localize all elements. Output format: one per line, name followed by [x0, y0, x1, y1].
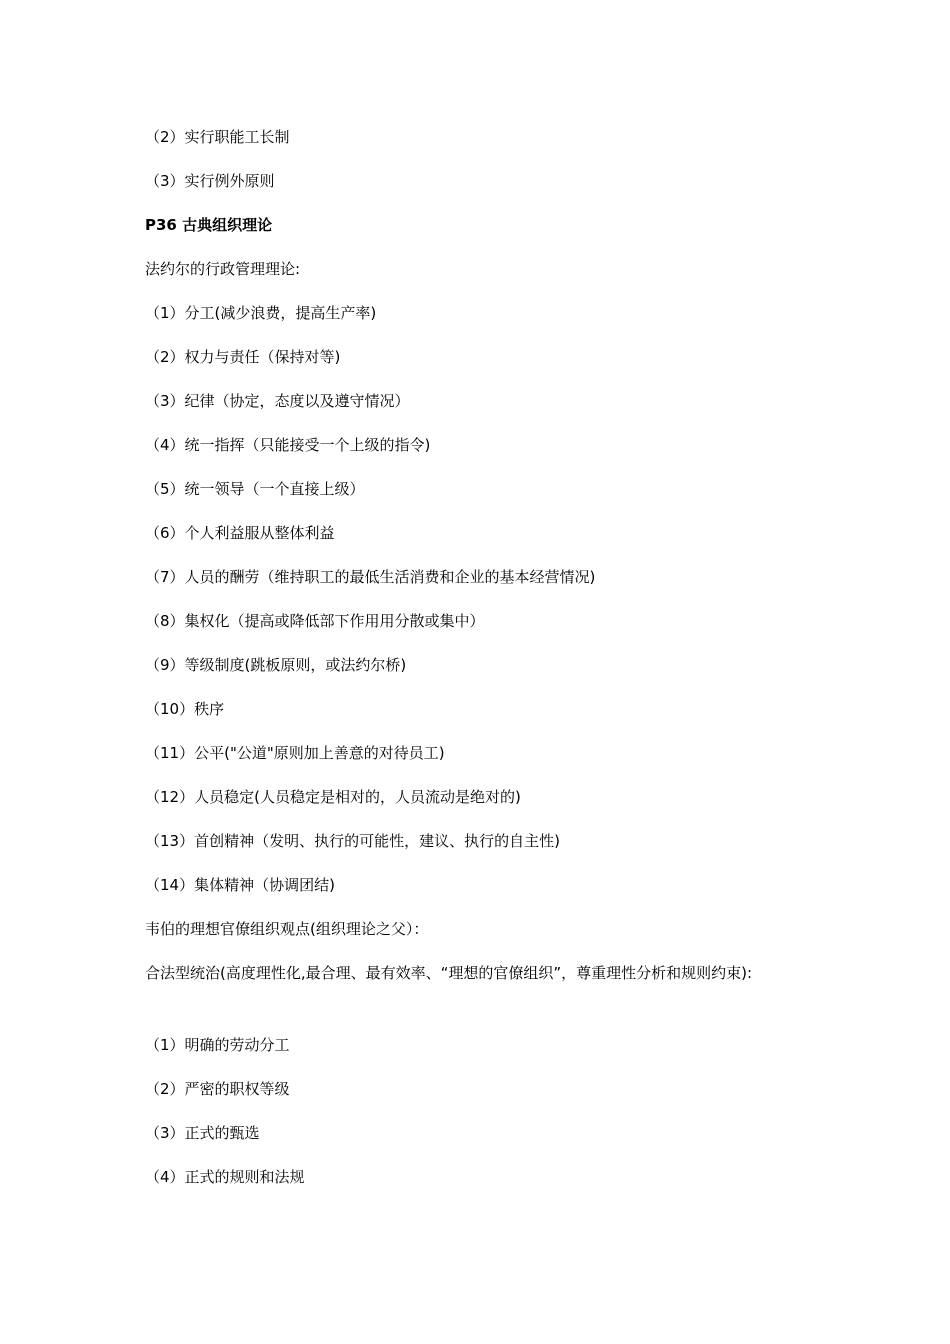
section-heading: P36 古典组织理论 [145, 216, 273, 234]
fayol-item-8: （8）集权化（提高或降低部下作用用分散或集中） [145, 612, 485, 630]
weber-item-4: （4）正式的规则和法规 [145, 1168, 305, 1186]
weber-item-3: （3）正式的甄选 [145, 1124, 260, 1142]
fayol-item-9: （9）等级制度(跳板原则，或法约尔桥) [145, 656, 407, 674]
fayol-item-10: （10）秩序 [145, 700, 225, 718]
fayol-item-2: （2）权力与责任（保持对等) [145, 348, 341, 366]
weber-legal-authority: 合法型统治(高度理性化,最合理、最有效率、“理想的官僚组织”，尊重理性分析和规则约束): [145, 964, 753, 982]
fayol-item-13: （13）首创精神（发明、执行的可能性，建议、执行的自主性) [145, 832, 560, 850]
fayol-item-5: （5）统一领导（一个直接上级） [145, 480, 365, 498]
fayol-item-12: （12）人员稳定(人员稳定是相对的，人员流动是绝对的) [145, 788, 521, 806]
fayol-item-7: （7）人员的酬劳（维持职工的最低生活消费和企业的基本经营情况) [145, 568, 596, 586]
fayol-item-4: （4）统一指挥（只能接受一个上级的指令) [145, 436, 431, 454]
text-line-3: （3）实行例外原则 [145, 172, 275, 190]
fayol-intro: 法约尔的行政管理理论: [145, 260, 301, 278]
fayol-item-1: （1）分工(减少浪费，提高生产率) [145, 304, 377, 322]
weber-item-2: （2）严密的职权等级 [145, 1080, 290, 1098]
fayol-item-14: （14）集体精神（协调团结) [145, 876, 335, 894]
weber-item-1: （1）明确的劳动分工 [145, 1036, 290, 1054]
fayol-item-11: （11）公平("公道"原则加上善意的对待员工) [145, 744, 445, 762]
fayol-item-3: （3）纪律（协定，态度以及遵守情况） [145, 392, 410, 410]
text-line-2: （2）实行职能工长制 [145, 128, 290, 146]
weber-intro: 韦伯的理想官僚组织观点(组织理论之父）： [145, 920, 429, 938]
fayol-item-6: （6）个人利益服从整体利益 [145, 524, 335, 542]
